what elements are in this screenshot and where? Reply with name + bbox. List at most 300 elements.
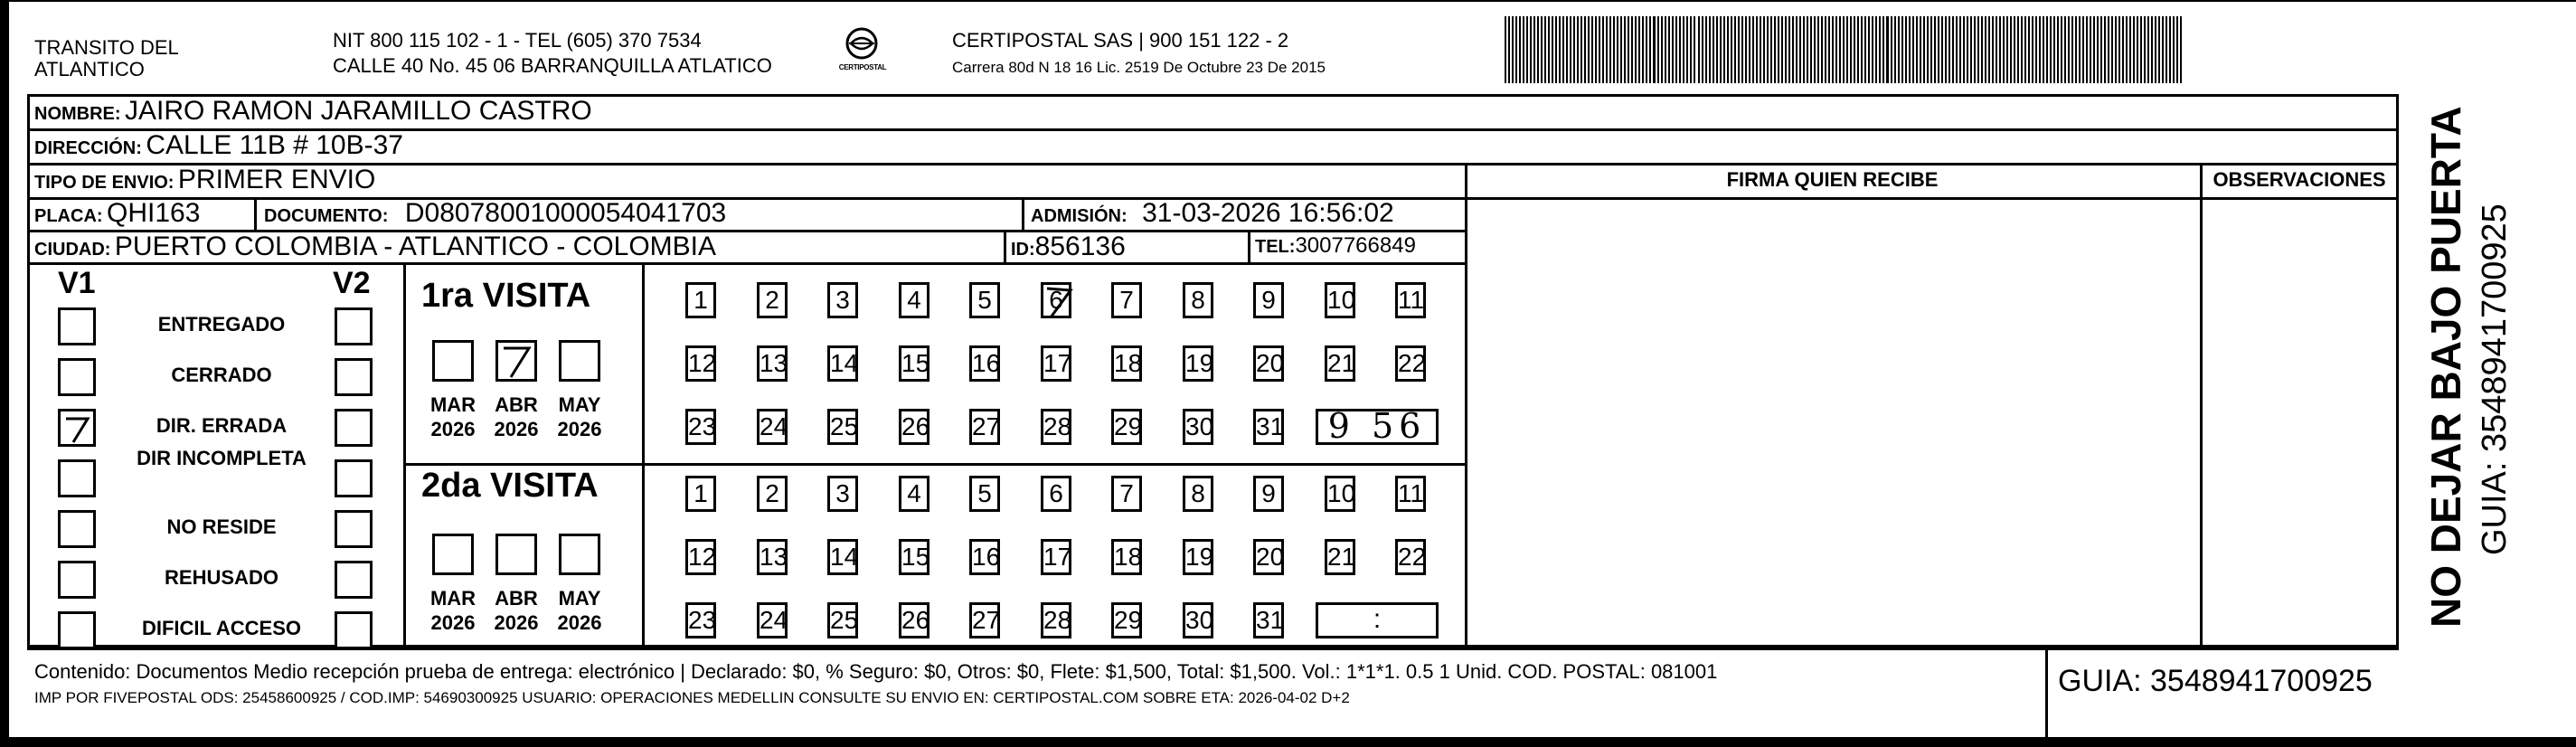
barcode-bar: [1934, 16, 1936, 83]
day-box[interactable]: 21: [1325, 345, 1355, 382]
barcode-bar: [1530, 16, 1532, 83]
barcode-bar: [1760, 16, 1761, 83]
footer-divider: [27, 648, 2399, 650]
barcode-bar: [2014, 16, 2015, 83]
nombre-row: [34, 96, 592, 127]
barcode-bar: [2003, 16, 2005, 83]
barcode-bar: [1792, 16, 1794, 83]
barcode-bar: [1821, 16, 1823, 83]
day-box[interactable]: 3: [827, 282, 858, 318]
day-box[interactable]: 18: [1111, 539, 1142, 575]
day-box[interactable]: 28: [1041, 409, 1071, 445]
day-box[interactable]: 23: [685, 602, 716, 638]
day-box[interactable]: 27: [969, 409, 1000, 445]
placa-row: [34, 198, 200, 229]
barcode-bar: [1562, 16, 1564, 83]
month-label: ABR 2026: [494, 587, 539, 634]
barcode-bar: [2039, 16, 2041, 83]
barcode-bar: [2082, 16, 2084, 83]
barcode-bar: [1923, 16, 1925, 83]
barcode-bar: [1709, 16, 1711, 83]
month-label: MAR 2026: [429, 393, 477, 440]
v2-checkbox[interactable]: [335, 611, 373, 649]
barcode-bar: [1665, 16, 1666, 83]
barcode-bar: [2140, 16, 2142, 83]
day-box[interactable]: 9: [1253, 476, 1284, 512]
footer-guia: GUIA: 3548941700925: [2058, 664, 2373, 698]
barcode-bar: [2086, 16, 2088, 83]
month-checkbox[interactable]: [495, 534, 537, 575]
v2-label: V2: [333, 266, 371, 300]
day-box[interactable]: 30: [1183, 602, 1213, 638]
barcode-bar: [1638, 16, 1640, 83]
admision-value: 31-03-2026 16:56:02: [1142, 198, 1394, 228]
barcode-bar: [1752, 16, 1754, 83]
barcode-bar: [1570, 16, 1571, 83]
barcode-bar: [1999, 16, 2001, 83]
day-box[interactable]: 20: [1253, 539, 1284, 575]
certipostal-logo: [836, 25, 887, 81]
barcode-bar: [1996, 16, 1997, 83]
barcode-bar: [2155, 16, 2156, 83]
day-box[interactable]: 1: [685, 476, 716, 512]
day-box[interactable]: 14: [827, 539, 858, 575]
v1-checkbox[interactable]: [58, 510, 96, 548]
tipo-envio-row: [34, 165, 375, 195]
day-box[interactable]: 11: [1395, 282, 1426, 318]
v2-checkbox[interactable]: [335, 561, 373, 599]
barcode-bar: [1609, 16, 1611, 83]
barcode-bar: [2144, 16, 2146, 83]
side-warning: NO DEJAR BAJO PUERTA: [2422, 106, 2469, 628]
v2-checkbox[interactable]: [335, 510, 373, 548]
barcode-bar: [1916, 16, 1918, 83]
status-label: NO RESIDE: [166, 515, 277, 538]
day-box[interactable]: 17: [1041, 345, 1071, 382]
status-label: CERRADO: [171, 364, 272, 386]
barcode-bar: [1628, 16, 1629, 83]
barcode-bar: [2079, 16, 2081, 83]
barcode-bar: [1519, 16, 1521, 83]
barcode-bar: [1505, 16, 1506, 83]
id-label: ID:: [1011, 240, 1035, 260]
issuer-line1: TRANSITO DEL: [34, 36, 179, 59]
barcode-bar: [1727, 16, 1729, 83]
signature-area[interactable]: [1470, 201, 2197, 644]
barcode-bar: [2071, 16, 2073, 83]
barcode-bar: [1909, 16, 1911, 83]
day-box[interactable]: 16: [969, 345, 1000, 382]
barcode-bar: [2158, 16, 2160, 83]
day-box[interactable]: 31: [1253, 602, 1284, 638]
day-box[interactable]: 2: [757, 476, 788, 512]
day-box[interactable]: 14: [827, 345, 858, 382]
barcode-bar: [1956, 16, 1958, 83]
day-box[interactable]: 12: [685, 345, 716, 382]
day-box[interactable]: 25: [827, 602, 858, 638]
barcode-bar: [1581, 16, 1582, 83]
day-box[interactable]: 26: [899, 602, 929, 638]
direccion-row: [34, 130, 403, 161]
barcode-bar: [1690, 16, 1692, 83]
day-box[interactable]: 10: [1325, 476, 1355, 512]
v2-checkbox[interactable]: [335, 459, 373, 497]
barcode-bar: [2057, 16, 2059, 83]
day-box[interactable]: 9: [1253, 282, 1284, 318]
barcode-bar: [1738, 16, 1740, 83]
v1-checkbox[interactable]: [58, 307, 96, 345]
day-box[interactable]: 30: [1183, 409, 1213, 445]
day-box[interactable]: 29: [1111, 602, 1142, 638]
day-box[interactable]: 24: [757, 602, 788, 638]
barcode-bar: [1767, 16, 1769, 83]
barcode-bar: [1949, 16, 1950, 83]
barcode-bar: [1672, 16, 1674, 83]
v1-checkbox[interactable]: [58, 611, 96, 649]
issuer-line2: ATLANTICO: [34, 58, 145, 80]
day-box[interactable]: 31: [1253, 409, 1284, 445]
day-box[interactable]: 15: [899, 539, 929, 575]
day-box[interactable]: 4: [899, 476, 929, 512]
day-box[interactable]: 19: [1183, 345, 1213, 382]
day-box[interactable]: 12: [685, 539, 716, 575]
barcode-bar: [1698, 16, 1700, 83]
barcode-bar: [1756, 16, 1758, 83]
barcode-bar: [1912, 16, 1914, 83]
admision-row: [1031, 198, 1394, 229]
barcode-bar: [1905, 16, 1907, 83]
tel-label: TEL:: [1255, 237, 1296, 257]
day-box[interactable]: 26: [899, 409, 929, 445]
id-divider: [1004, 230, 1006, 262]
day-box[interactable]: 8: [1183, 476, 1213, 512]
barcode-bar: [2035, 16, 2037, 83]
barcode-bar: [1657, 16, 1659, 83]
barcode-bar: [1635, 16, 1637, 83]
barcode-bar: [1683, 16, 1684, 83]
barcode-bar: [1796, 16, 1798, 83]
barcode-bar: [1599, 16, 1600, 83]
barcode-bar: [2032, 16, 2033, 83]
day-box[interactable]: 13: [757, 345, 788, 382]
barcode-bar: [1891, 16, 1892, 83]
day-box[interactable]: 20: [1253, 345, 1284, 382]
footer-content: Contenido: Documentos Medio recepción prueba de entrega: electrónico | Declarado: $0, % Seguro: $0, Otros: $0, Flete: $1,500, Total: $1,500. Vol.: 1*1*1. 0.5 1 Unid. COD. POSTAL: 081001: [34, 660, 1718, 683]
barcode-bar: [2028, 16, 2030, 83]
barcode-bar: [2173, 16, 2175, 83]
barcode-bar: [1843, 16, 1845, 83]
barcode-bar: [1861, 16, 1863, 83]
month-label: MAR 2026: [429, 587, 477, 634]
barcode-bar: [1810, 16, 1812, 83]
issuer-nit: NIT 800 115 102 - 1 - TEL (605) 370 7534: [333, 29, 702, 52]
v1-checkbox[interactable]: [58, 358, 96, 396]
top-edge-line: [0, 0, 2576, 2]
day-box[interactable]: 28: [1041, 602, 1071, 638]
barcode-bar: [1788, 16, 1790, 83]
day-box[interactable]: 5: [969, 282, 1000, 318]
barcode-bar: [1705, 16, 1707, 83]
month-checkbox[interactable]: [559, 340, 600, 382]
barcode-bar: [2090, 16, 2091, 83]
v1-checkbox[interactable]: [58, 561, 96, 599]
barcode-bar: [2108, 16, 2109, 83]
barcode-bar: [1584, 16, 1586, 83]
day-box[interactable]: 13: [757, 539, 788, 575]
day-box[interactable]: 23: [685, 409, 716, 445]
documento-value: D08078001000054041703: [404, 198, 727, 228]
barcode-bar: [2100, 16, 2102, 83]
day-box[interactable]: 22: [1395, 539, 1426, 575]
time-box[interactable]: :: [1316, 602, 1439, 638]
barcode-bar: [1595, 16, 1597, 83]
barcode-bar: [1606, 16, 1608, 83]
barcode-bar: [1508, 16, 1510, 83]
time-box[interactable]: 9 56: [1316, 409, 1439, 445]
barcode-bar: [1992, 16, 1994, 83]
status-label: REHUSADO: [165, 566, 278, 589]
barcode-bar: [2097, 16, 2099, 83]
barcode-bar: [1646, 16, 1647, 83]
barcode-bar: [1653, 16, 1656, 83]
barcode: [1503, 16, 2186, 83]
barcode-bar: [1879, 16, 1881, 83]
barcode-bar: [1799, 16, 1801, 83]
barcode-bar: [1526, 16, 1528, 83]
barcode-bar: [1817, 16, 1819, 83]
day-box[interactable]: 18: [1111, 345, 1142, 382]
barcode-bar: [1541, 16, 1543, 83]
barcode-bar: [1872, 16, 1873, 83]
barcode-bar: [2010, 16, 2012, 83]
day-box[interactable]: 11: [1395, 476, 1426, 512]
tel-divider: [1248, 230, 1250, 262]
signature-header-divider: [1465, 197, 2399, 200]
barcode-bar: [2118, 16, 2120, 83]
month-checkbox[interactable]: [559, 534, 600, 575]
barcode-bar: [1803, 16, 1805, 83]
side-guia: GUIA: 3548941700925: [2476, 203, 2514, 555]
barcode-bar: [1774, 16, 1776, 83]
barcode-bar: [2006, 16, 2008, 83]
day-box[interactable]: 7: [1111, 476, 1142, 512]
v2-checkbox[interactable]: [335, 358, 373, 396]
barcode-bar: [1920, 16, 1921, 83]
day-box[interactable]: 8: [1183, 282, 1213, 318]
barcode-bar: [1512, 16, 1514, 83]
barcode-bar: [1828, 16, 1830, 83]
observations-divider: [2200, 163, 2203, 648]
month-checkbox[interactable]: [432, 340, 474, 382]
day-box[interactable]: 25: [827, 409, 858, 445]
day-box[interactable]: 24: [757, 409, 788, 445]
barcode-bar: [1720, 16, 1722, 83]
month-checkbox[interactable]: [495, 340, 537, 382]
day-box[interactable]: 3: [827, 476, 858, 512]
barcode-bar: [1734, 16, 1736, 83]
day-box[interactable]: 16: [969, 539, 1000, 575]
logo-text: CERTIPOSTAL: [838, 63, 887, 71]
calendar-divider: [642, 262, 645, 648]
footer-guia-divider: [2045, 648, 2048, 747]
day-box[interactable]: 22: [1395, 345, 1426, 382]
barcode-bar: [2166, 16, 2167, 83]
id-row: [1011, 232, 1126, 262]
barcode-bar: [1713, 16, 1714, 83]
barcode-bar: [1807, 16, 1808, 83]
barcode-bar: [1533, 16, 1535, 83]
barcode-bar: [1938, 16, 1939, 83]
status-label: DIR. ERRADA: [156, 414, 288, 437]
barcode-bar: [1515, 16, 1517, 83]
barcode-bar: [1854, 16, 1855, 83]
barcode-bar: [2064, 16, 2066, 83]
v1-checkbox[interactable]: [58, 409, 96, 447]
barcode-bar: [1868, 16, 1870, 83]
barcode-bar: [1941, 16, 1943, 83]
nombre-value: JAIRO RAMON JARAMILLO CASTRO: [125, 96, 592, 126]
barcode-bar: [1886, 16, 1889, 83]
visit1-title: 1ra VISITA: [421, 277, 591, 315]
v1-label: V1: [58, 266, 96, 300]
left-edge-line: [0, 0, 9, 747]
barcode-bar: [1668, 16, 1670, 83]
barcode-bar: [1523, 16, 1524, 83]
direccion-label: DIRECCIÓN:: [34, 138, 142, 158]
issuer-address: CALLE 40 No. 45 06 BARRANQUILLA ATLATICO: [333, 54, 772, 77]
barcode-bar: [1613, 16, 1615, 83]
barcode-bar: [1927, 16, 1929, 83]
barcode-bar: [1763, 16, 1765, 83]
v2-checkbox[interactable]: [335, 409, 373, 447]
barcode-bar: [2075, 16, 2077, 83]
barcode-bar: [2122, 16, 2124, 83]
barcode-bar: [1850, 16, 1852, 83]
barcode-bar: [2147, 16, 2149, 83]
month-label: MAY 2026: [557, 587, 602, 634]
barcode-bar: [1898, 16, 1900, 83]
day-box[interactable]: 1: [685, 282, 716, 318]
barcode-bar: [1952, 16, 1954, 83]
barcode-bar: [1749, 16, 1750, 83]
v2-checkbox[interactable]: [335, 307, 373, 345]
signature-divider: [1465, 163, 1467, 648]
barcode-bar: [1846, 16, 1848, 83]
barcode-bar: [1785, 16, 1787, 83]
barcode-bar: [1548, 16, 1550, 83]
barcode-bar: [1559, 16, 1561, 83]
documento-row: [264, 198, 726, 229]
barcode-bar: [1552, 16, 1553, 83]
barcode-bar: [2017, 16, 2019, 83]
v1-checkbox[interactable]: [58, 459, 96, 497]
month-checkbox[interactable]: [432, 534, 474, 575]
barcode-bar: [1591, 16, 1593, 83]
barcode-bar: [1974, 16, 1976, 83]
tel-row: [1255, 233, 1416, 259]
nombre-label: NOMBRE:: [34, 104, 121, 124]
day-box[interactable]: [1041, 282, 1071, 318]
barcode-bar: [1602, 16, 1604, 83]
company-info: CERTIPOSTAL SAS | 900 151 122 - 2: [952, 29, 1289, 52]
day-box[interactable]: 15: [899, 345, 929, 382]
status-label: DIFICIL ACCESO: [141, 617, 301, 639]
barcode-bar: [1781, 16, 1783, 83]
status-label: ENTREGADO: [157, 313, 286, 336]
day-box[interactable]: 7: [1111, 282, 1142, 318]
barcode-bar: [2061, 16, 2062, 83]
barcode-bar: [1702, 16, 1703, 83]
barcode-bar: [1875, 16, 1877, 83]
barcode-bar: [2133, 16, 2135, 83]
barcode-bar: [1694, 16, 1695, 83]
observaciones-area[interactable]: [2205, 201, 2395, 644]
day-box[interactable]: 4: [899, 282, 929, 318]
day-box[interactable]: 21: [1325, 539, 1355, 575]
barcode-bar: [1835, 16, 1837, 83]
barcode-bar: [1857, 16, 1859, 83]
barcode-bar: [1985, 16, 1986, 83]
barcode-bar: [2046, 16, 2048, 83]
barcode-bar: [1930, 16, 1932, 83]
barcode-bar: [2180, 16, 2182, 83]
tel-value: 3007766849: [1295, 233, 1416, 258]
direccion-value: CALLE 11B # 10B-37: [146, 130, 403, 160]
barcode-bar: [2151, 16, 2153, 83]
barcode-bar: [1577, 16, 1579, 83]
barcode-bar: [1588, 16, 1590, 83]
barcode-bar: [2162, 16, 2164, 83]
barcode-bar: [2068, 16, 2070, 83]
admision-label: ADMISIÓN:: [1031, 206, 1128, 226]
barcode-bar: [1642, 16, 1644, 83]
barcode-bar: [1686, 16, 1688, 83]
day-box[interactable]: 6: [1041, 476, 1071, 512]
barcode-bar: [1741, 16, 1743, 83]
day-box[interactable]: 2: [757, 282, 788, 318]
admision-divider: [1022, 197, 1024, 230]
barcode-bar: [1963, 16, 1965, 83]
day-box[interactable]: 27: [969, 602, 1000, 638]
barcode-bar: [1882, 16, 1884, 83]
barcode-bar: [1679, 16, 1681, 83]
barcode-bar: [1967, 16, 1968, 83]
barcode-bar: [1839, 16, 1841, 83]
day-box[interactable]: 5: [969, 476, 1000, 512]
day-box[interactable]: 19: [1183, 539, 1213, 575]
barcode-bar: [1981, 16, 1983, 83]
placa-value: QHI163: [107, 198, 201, 228]
day-box[interactable]: 17: [1041, 539, 1071, 575]
barcode-bar: [1770, 16, 1772, 83]
barcode-bar: [1617, 16, 1618, 83]
placa-label: PLACA:: [34, 206, 103, 226]
footer-print-info: IMP POR FIVEPOSTAL ODS: 25458600925 / COD.IMP: 54690300925 USUARIO: OPERACIONES MEDELLIN CONSULTE SU ENVIO EN: CERTIPOSTAL.COM SOBRE ETA: 2026-04-02 D+2: [34, 689, 1350, 706]
visit-divider: [403, 463, 1465, 466]
visit2-title: 2da VISITA: [421, 467, 599, 505]
barcode-bar: [2050, 16, 2052, 83]
row-divider: [27, 163, 2399, 165]
status-divider: [403, 262, 406, 648]
bottom-edge-line: [0, 737, 2576, 747]
barcode-bar: [1959, 16, 1961, 83]
day-box[interactable]: 29: [1111, 409, 1142, 445]
barcode-bar: [1566, 16, 1568, 83]
barcode-bar: [1901, 16, 1903, 83]
month-label: MAY 2026: [557, 393, 602, 440]
day-box[interactable]: 10: [1325, 282, 1355, 318]
barcode-bar: [1544, 16, 1546, 83]
